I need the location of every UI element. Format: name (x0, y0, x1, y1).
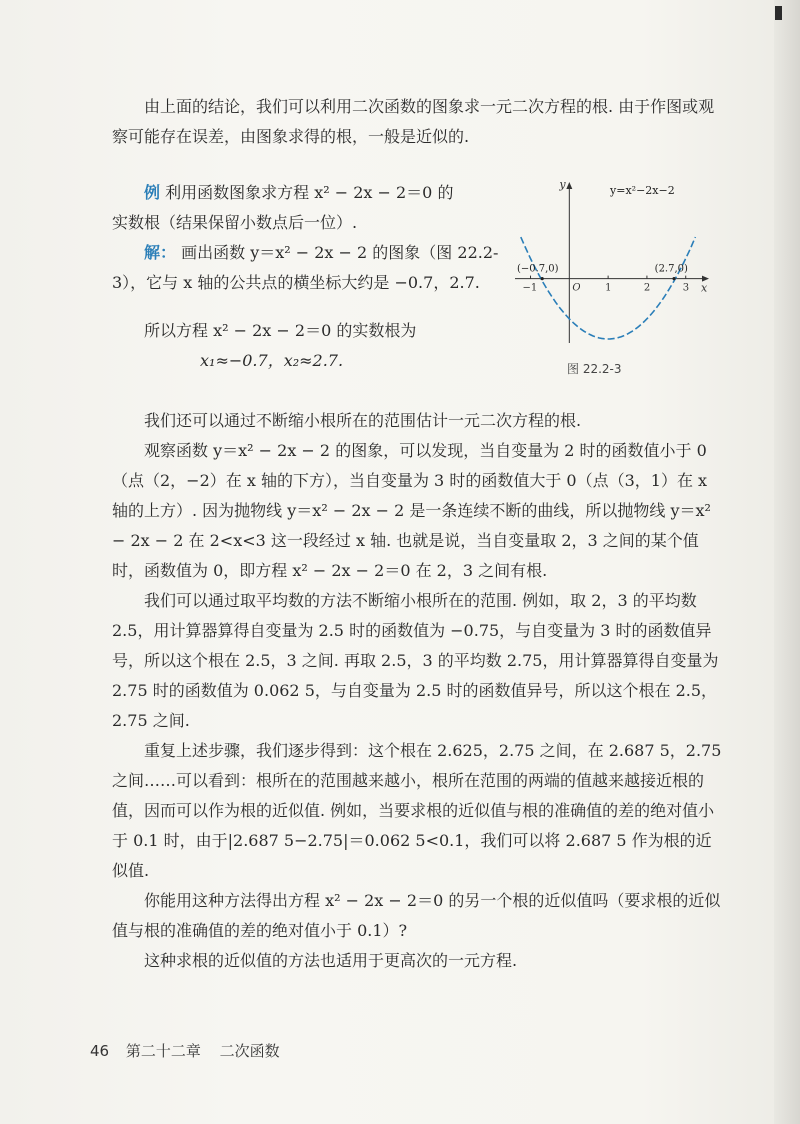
x-tick-label: 2 (643, 282, 651, 294)
body-paragraph-6: 这种求根的近似值的方法也适用于更高次的一元方程. (144, 951, 518, 970)
example-problem-line1: 利用函数图象求方程 x² − 2x − 2＝0 的 (165, 183, 454, 202)
solution-label: 解： (144, 243, 177, 262)
intro-text: 由上面的结论，我们可以利用二次函数的图象求一元二次方程的根. 由于作图或观察可能存在误差，由图象求得的根，一般是近似的. (112, 97, 715, 146)
chapter-title: 二次函数 (219, 1042, 280, 1060)
example-block (112, 178, 504, 298)
page-edge (774, 0, 800, 1124)
parabola-chart (507, 172, 717, 357)
y-axis-label: y (559, 178, 566, 191)
solution-conclusion: 所以方程 x² − 2x − 2＝0 的实数根为 (144, 321, 417, 340)
body-paragraph-4: 重复上述步骤，我们逐步得到：这个根在 2.625，2.75 之间，在 2.687 5，2.75 之间……可以看到：根所在的范围越来越小，根所在范围的两端的值越来越接近根的值，因而可以作为根的近似值. 例如，当要求根的近似值与根的准确值的差的绝对值小于 0.1 时，由于|2.687 5−2.75|＝0.062 5<0.1，我们可以将 2.687 5 作为根的近似值. (112, 741, 722, 880)
solution-roots: x₁≈−0.7，x₂≈2.7. (200, 351, 344, 370)
body-text (112, 406, 727, 976)
body-paragraph-1: 我们还可以通过不断缩小根所在的范围估计一元二次方程的根. (144, 411, 582, 430)
x-tick-label: 1 (605, 282, 612, 294)
intro-paragraph (112, 92, 727, 152)
body-paragraph-5: 你能用这种方法得出方程 x² − 2x − 2＝0 的另一个根的近似值吗（要求根的近似值与根的准确值的差的绝对值小于 0.1）? (112, 891, 721, 940)
example-problem (112, 178, 504, 208)
root-point (541, 277, 544, 280)
body-paragraph-2: 观察函数 y＝x² − 2x − 2 的图象，可以发现，当自变量为 2 时的函数值小于 0（点（2，−2）在 x 轴的下方），当自变量为 3 时的函数值大于 0（点（3，1）在 x 轴的上方）. 因为抛物线 y＝x² − 2x − 2 是一条连续不断的曲线，所以抛物线 y＝x² − 2x − 2 在 2<x<3 这一段经过 x 轴. 也就是说，当自变量取 2，3 之间的某个值时，函数值为 0，即方程 x² − 2x − 2＝0 在 2，3 之间有根. (112, 441, 711, 580)
solution-result (112, 316, 504, 376)
right-root-label: (2.7,0) (654, 263, 688, 275)
chapter-label: 第二十二章 (125, 1042, 201, 1060)
example-problem-line2: 实数根（结果保留小数点后一位）. (112, 213, 358, 232)
y-axis-arrow (566, 182, 572, 189)
page-corner-mark (775, 6, 782, 20)
equation-label: y=x²−2x−2 (610, 184, 675, 198)
body-paragraph-3: 我们可以通过取平均数的方法不断缩小根所在的范围. 例如，取 2，3 的平均数 2.5，用计算器算得自变量为 2.5 时的函数值为 −0.75，与自变量为 3 时的函数值异号，所以这个根在 2.5，3 之间. 再取 2.5，3 的平均数 2.75，用计算器算得自变量为 2.75 时的函数值为 0.062 5，与自变量为 2.5 时的函数值异号，所以这个根在 2.5，2.75 之间. (112, 591, 719, 730)
parabola-figure (507, 172, 717, 382)
x-axis-label: x (701, 281, 708, 295)
x-tick-label: 3 (682, 282, 690, 294)
figure-caption: 图 22.2-3 (567, 362, 622, 376)
page-number: 46 (90, 1042, 110, 1060)
left-root-label: (−0.7,0) (516, 263, 559, 275)
solution-paragraph (112, 238, 504, 298)
x-tick-label: −1 (522, 282, 538, 294)
origin-label: O (572, 282, 581, 294)
example-label: 例 (144, 183, 161, 202)
page-footer (90, 1040, 280, 1061)
root-point (672, 277, 675, 280)
solution-text: 画出函数 y＝x² − 2x − 2 的图象（图 22.2-3），它与 x 轴的公共点的横坐标大约是 −0.7，2.7. (112, 243, 499, 292)
